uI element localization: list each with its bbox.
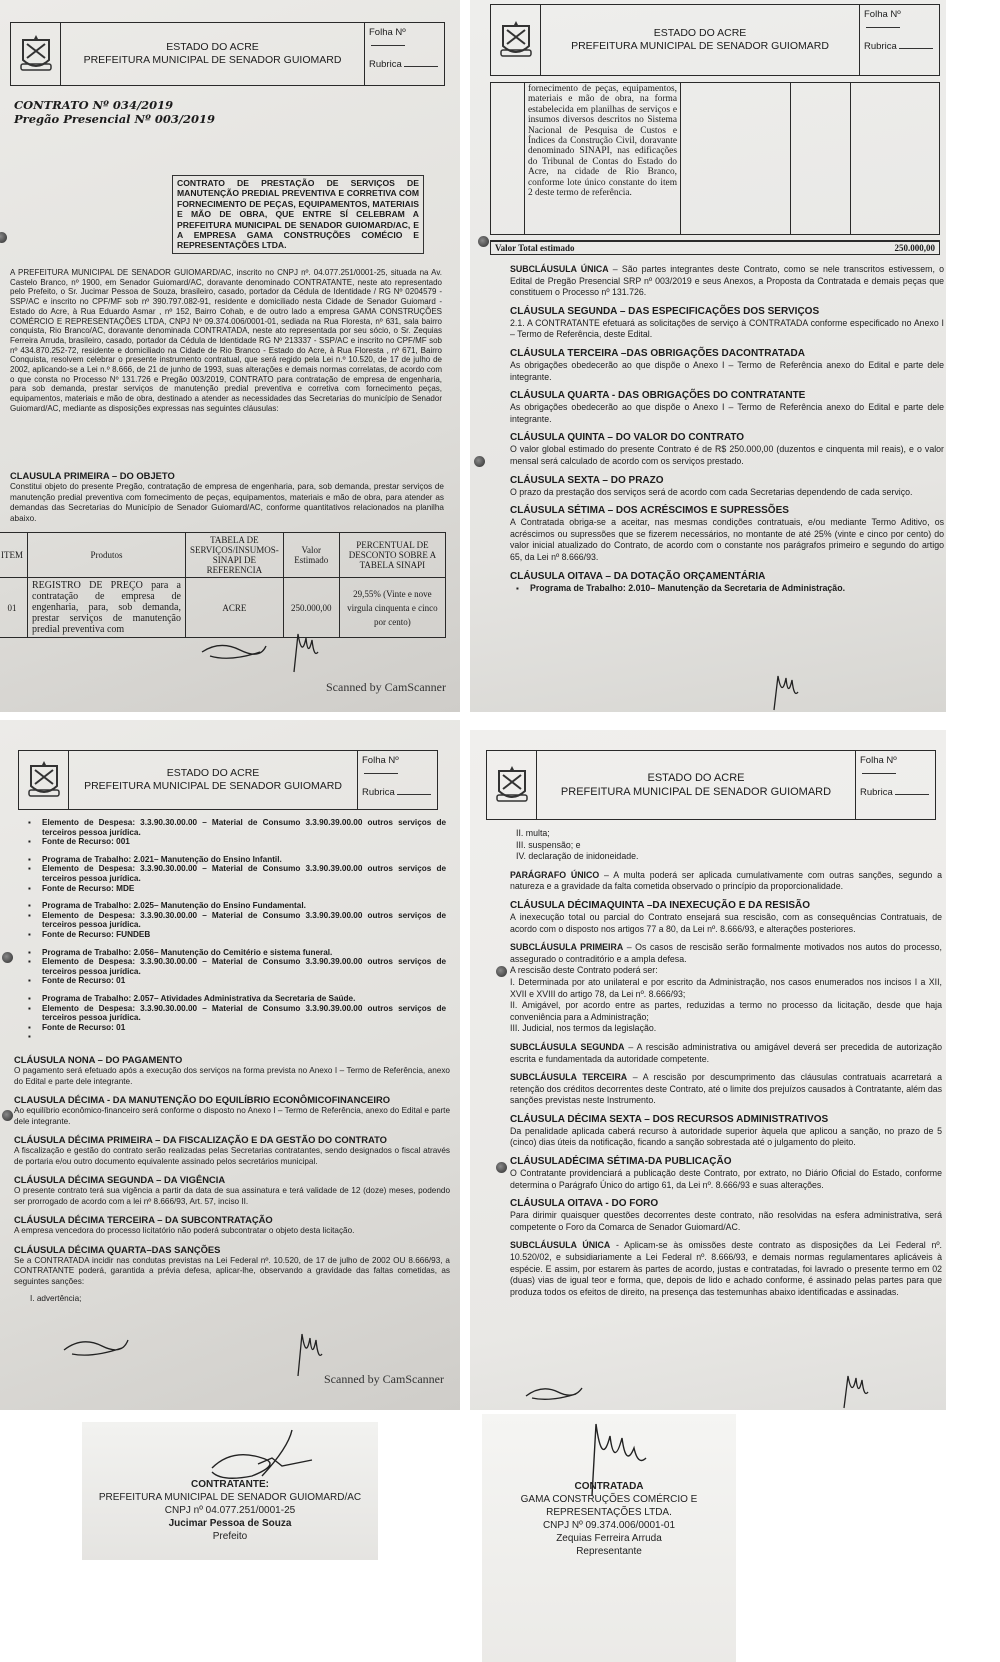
rubrica-field: Rubrica — [860, 787, 931, 798]
contratante-title: Prefeito — [212, 1531, 248, 1542]
contratada-signature-block — [482, 1414, 736, 1662]
punch-hole-icon — [2, 952, 13, 963]
budget-group: ▪ Programa de Trabalho: 2.057– Atividades Administrativa da Secretaria de Saúde. ▪ Elemento de Despesa: 3.3.90.30.00.00 – Material de Consumo 3.3.90.39.00.00 outros serviços de terceiros pessoa jurídica. ▪ Fonte de Recurso: 01 — [22, 994, 446, 1032]
folha-field: Folha Nº — [864, 9, 935, 31]
budget-group: ▪ Programa de Trabalho: 2.021– Manutenção do Ensino Infantil. ▪ Elemento de Despesa: 3.3.90.30.00.00 – Material de Consumo 3.3.90.39.00.00 outros serviços de terceiros pessoa jurídica. ▪ Fonte de Recurso: MDE — [22, 855, 446, 893]
coat-of-arms-icon — [491, 5, 541, 75]
clauses-page-3 — [14, 1054, 450, 1305]
clause-14: CLÁUSULA DÉCIMA QUARTA–DAS SANÇÕES Se a CONTRATADA incidir nas condutas previstas na Lei Federal nº. 10.520, de 17 de julho de 2002 OU 8.666/93, a CONTRATANTE poderá, garantida a prévia defesa, aplicar-lhe, observando a gravidade das faltas cometidas, as seguintes sanções: — [14, 1243, 450, 1286]
contratante-entity: PREFEITURA MUNICIPAL DE SENADOR GUIOMARD/AC — [98, 1492, 362, 1503]
total-row — [490, 240, 940, 255]
budget-group: ▪ Programa de Trabalho: 2.025– Manutenção do Ensino Fundamental. ▪ Elemento de Despesa: 3.3.90.30.00.00 – Material de Consumo 3.3.90.39.00.00 outros serviços de terceiros pessoa jurídica. ▪ Fonte de Recurso: FUNDEB — [22, 901, 446, 939]
clause-foro: CLÁUSULA OITAVA - DO FORO Para dirimir quaisquer questões decorrentes deste contrato, não resolvidas na esfera administrativa, será competente o Foro da Comarca de Senador Guiomard/AC. — [510, 1198, 942, 1232]
coat-of-arms-icon — [19, 751, 69, 809]
rubric-signature-icon — [770, 670, 800, 712]
contract-number: CONTRATO Nº 034/2019 — [14, 98, 174, 112]
subclause-unica-final: SUBCLÁUSULA ÚNICA - Aplicam-se às omissões deste contrato as disposições da Lei Federal nº. 10.520/02, e subsidiariamente a Lei Federal nº. 8.666/93, e demais normas regulamentares aplicáveis à espécie. E assim, por estarem às partes de acordo, justas e contratadas, foi lavrado o presente termo em 02 (duas) vias de igual teor e forma, que, depois de lido e achado conforme, é assinado pelas partes para que produza todos os efeitos de direito, na presença das testemunhas abaixo identificadas e assinadas. — [510, 1240, 942, 1297]
clause-13: CLÁUSULA DÉCIMA TERCEIRA – DA SUBCONTRATAÇÃO A empresa vencedora do processo licitatório não poderá subcontratar o objeto desta licitação. — [14, 1214, 355, 1235]
contratada-role: CONTRATADA — [574, 1481, 644, 1492]
budget-allocations — [22, 818, 446, 1040]
clause-3: CLÁUSULA TERCEIRA –DAS OBRIGAÇÕES DACONTRATADA As obrigações obedecerão ao que dispõe o Anexo I – Termo de Referência anexo do Edital e parte dele integrante. — [510, 347, 944, 382]
letterhead: ESTADO DO ACRE PREFEITURA MUNICIPAL DE SENADOR GUIOMARD Folha Nº Rubrica — [18, 750, 438, 810]
rubric-signature-icon — [840, 1370, 870, 1410]
state-name: ESTADO DO ACRE — [166, 41, 259, 53]
total-label: Valor Total estimado — [495, 243, 575, 253]
clause-6: CLÁUSULA SEXTA – DO PRAZO O prazo da prestação dos serviços será de acordo com cada Secretarias dependendo de cada serviço. — [510, 474, 913, 497]
clauses-page-4 — [510, 828, 942, 1305]
clauses-page-2 — [510, 264, 944, 601]
contratante-role: CONTRATANTE: — [191, 1479, 269, 1490]
coat-of-arms-icon — [487, 751, 537, 819]
preamble: A PREFEITURA MUNICIPAL DE SENADOR GUIOMARD/AC, inscrito no CNPJ nº. 04.077.251/0001-25, situada na Av. Castelo Branco, nº 1900, em Senador Guiomard/AC, doravante denominado CONTRATANTE, neste ato representado pelo Prefeito, o Sr. Jucimar Pessoa de Souza, brasileiro, casado, portador da Cédula de Identidade / RG Nº 0204579 - SSP/AC e inscrito no CPF/MF sob nº 390.797.082-91, residente e domiciliado nesta Cidade de Senador Guiomard - Estado do Acre, à Rua Eduardo Asmar , nº 152, Bairro Cohab, e de outro lado a empresa GAMA CONSTRUÇÕES COMÉRCIO E REPRESENTAÇÕES LTDA, CNPJ Nº 09.374.006/0001-01, sediada na Rua Floresta, nº 631, sala bairro conquista, Rio Branco/AC, doravante denominada CONTRATADA, neste ato representada por seu sócio, o Sr. Zequias Ferreira Arruda, brasileiro, casado, portador da Cédula de Identidade RG Nº 213337 - SSP/AC e inscrito no CPF/MF sob nº 434.870.252-72, residente e domiciliado na Cidade de Rio Branco - Estado do Acre, à Rua Floresta , nº 671, Bairro Conquista, resolvem celebrar o presente instrumento contratual, que será regido pela Lei n.º 10.520, de 17 de julho de 2002, aplicando-se a Lei n.º 8.666, de 21 de junho de 1993, suas alterações e demais normas correlatas, de acordo com o que consta no Processo Nº 131.726 e Pregão 003/2019, CONTRATO para contratação de empresa de engenharia, para sob demanda, prestar serviços de manutenção predial preventiva e corretiva com fornecimento peças, equipamentos, materiais e mão de obra, destinado a atender as necessidades das Secretarias do município de Senador Guiomard/AC, mediante as disposições expressas nas seguintes cláusulas: — [10, 268, 442, 413]
contract-page-1 — [0, 0, 460, 712]
letterhead: ESTADO DO ACRE PREFEITURA MUNICIPAL DE SENADOR GUIOMARD Folha Nº Rubrica — [486, 750, 936, 820]
scanner-watermark: Scanned by CamScanner — [324, 1372, 444, 1386]
sanctions-list: II. multa; III. suspensão; e IV. declaração de inidoneidade. — [516, 828, 639, 862]
contratante-signature-block — [82, 1422, 378, 1560]
rubric-signature-icon — [294, 1328, 324, 1378]
punch-hole-icon — [496, 1162, 507, 1173]
subclause-unica: SUBCLÁUSULA ÚNICA – São partes integrantes deste Contrato, como se nele transcritos estivessem, o Edital de Pregão Presencial SRP nº 003/2019 e seus Anexos, a Proposta da Contratada e demais peças que constituem o Processo nº 131.726. — [510, 264, 944, 298]
clause-4: CLÁUSULA QUARTA - DAS OBRIGAÇÕES DO CONTRATANTE As obrigações obedecerão ao que dispõe o Anexo I – Termo de Referência anexo do Edital e parte dele integrante. — [510, 390, 944, 424]
object-table-continuation — [490, 82, 940, 235]
folha-field: Folha Nº — [369, 27, 440, 49]
clause-16: CLÁUSULA DÉCIMA SEXTA – DOS RECURSOS ADMINISTRATIVOS Da penalidade aplicada caberá recurso à autoridade superior àquela que aplicou a sanção, no prazo de 5 (cinco) dias úteis da notificação, ficando a sanção sobrestada até o julgamento do pleito. — [510, 1113, 942, 1148]
rubrica-field: Rubrica — [864, 41, 935, 52]
contratada-entity-line1: GAMA CONSTRUÇÕES COMÉRCIO E — [520, 1494, 698, 1505]
letterhead: ESTADO DO ACRE PREFEITURA MUNICIPAL DE SENADOR GUIOMARD Folha Nº Rubrica — [490, 4, 940, 76]
table-row: 01 REGISTRO DE PREÇO para a contratação de empresa de engenharia, para, sob demanda, prestar serviços de manutenção predial preventiva com ACRE 250.000,00 29,55% (Vinte e nove virgula cinquenta e cinco por cento) — [0, 578, 446, 638]
pregao-number: Pregão Presencial Nº 003/2019 — [14, 112, 216, 126]
clause-11: CLÁUSULA DÉCIMA PRIMEIRA – DA FISCALIZAÇÃO E DA GESTÃO DO CONTRATO A fiscalização e gestão do contrato serão realizadas pelas Secretarias contratantes, sendo designados o fiscal através de portaria e/ou outro documento equivalente assinado pelos secretários municipal. — [14, 1134, 450, 1166]
contract-page-2 — [470, 0, 946, 712]
clause-10: CLAUSULA DÉCIMA - DA MANUTENÇÃO DO EQUILÍBRIO ECONÔMICOFINANCEIRO Ao equilíbrio econômico-financeiro será conforme o disposto no Anexo I – Termo de Referência, anexo do Edital e parte dele integrante. — [14, 1094, 450, 1126]
subclause-segunda: SUBCLÁUSULA SEGUNDA – A rescisão administrativa ou amigável deverá ser precedida de autorização escrita e fundamentada da autoridade competente. — [510, 1041, 942, 1064]
clause-1-text: Constitui objeto do presente Pregão, contratação de empresa de engenharia, para, sob demanda, prestar serviços de manutenção predial preventiva com fornecimento de peças, equipamentos, materiais e mão de obra, para atender as demandas das Secretarias do Município de Senador Guiomard/AC, conforme quantitativos relacionados na planilha abaixo. — [10, 482, 444, 523]
contract-page-4 — [470, 730, 946, 1410]
initials-signature-icon — [62, 1330, 132, 1360]
subclause-primeira: SUBCLÁUSULA PRIMEIRA – Os casos de rescisão serão formalmente motivados nos autos do processo, assegurado o contraditório e a ampla defesa. A rescisão deste Contrato poderá ser: I. Determinada por ato unilateral e por escrito da Administração, nos casos enumerados nos incisos I a XII, XVII e XVIII do artigo 78, da Lei nº. 8.666/93; II. Amigável, por acordo entre as partes, reduzidas a termo no processo da licitação, desde que haja conveniência para a Administração; III. Judicial, nos termos da legislação. — [510, 942, 942, 1034]
scanner-watermark: Scanned by CamScanner — [326, 680, 446, 694]
clause-8: CLÁUSULA OITAVA – DA DOTAÇÃO ORÇAMENTÁRIA ▪ Programa de Trabalho: 2.010– Manutenção da Secretaria de Administração. — [510, 571, 944, 595]
rubrica-field: Rubrica — [369, 59, 440, 70]
punch-hole-icon — [496, 966, 507, 977]
contratada-entity-line2: REPRESENTAÇÕES LTDA. — [546, 1507, 672, 1518]
clause-17: CLÁUSULADÉCIMA SÉTIMA-DA PUBLICAÇÃO O Contratante providenciará a publicação deste Contrato, por extrato, no Diário Oficial do Estado, conforme determina o Parágrafo Único do artigo 61, da Lei nº. 8.666/93 e suas alterações. — [510, 1156, 942, 1190]
paragrafo-unico: PARÁGRAFO ÚNICO – A multa poderá ser aplicada cumulativamente com outras sanções, segundo a natureza e a gravidade da falta cometida observado o princípio da proporcionalidade. — [510, 869, 943, 892]
sanction-item: I. advertência; — [30, 1294, 82, 1303]
punch-hole-icon — [474, 456, 485, 467]
clause-1 — [10, 470, 444, 524]
clause-7: CLÁUSULA SÉTIMA – DOS ACRÉSCIMOS E SUPRESSÕES A Contratada obriga-se a aceitar, nas mesmas condições contratuais, e/ou mediante Termo Aditivo, os acréscimos ou supressões que se fizerem necessários, no montante de até 25% (vinte e cinco por cento) do valor inicial atualizado do Contrato, de acordo com o constante nos parágrafos primeiro e segundo do artigo 65, da Lei nº 8.666/93. — [510, 505, 944, 562]
contract-heading — [14, 98, 215, 126]
clause-15: CLÁUSULA DÉCIMAQUINTA –DA INEXECUÇÃO E DA RESISÃO A inexecução total ou parcial do Contrato ensejará sua rescisão, com as consequências Contratuais, de acordo com o disposto nos artigos 77 a 80, da Lei nº. 8.666/93, e alterações posteriores. — [510, 899, 942, 934]
object-table — [0, 532, 446, 638]
contratante-name: Jucimar Pessoa de Souza — [168, 1518, 292, 1529]
contract-page-3 — [0, 720, 460, 1410]
contratante-cnpj: CNPJ nº 04.077.251/0001-25 — [164, 1505, 296, 1516]
clause-1-title: CLAUSULA PRIMEIRA – DO OBJETO — [10, 470, 175, 481]
clause-5: CLÁUSULA QUINTA – DO VALOR DO CONTRATO O valor global estimado do presente Contrato é de R$ 250.000,00 (duzentos e cinquenta mil reais), e o valor mensal será calculado de acordo com os serviços prestado. — [510, 432, 944, 466]
contratada-name: Zequias Ferreira Arruda — [556, 1533, 662, 1544]
clause-9: CLÁUSULA NONA – DO PAGAMENTO O pagamento será efetuado após a execução dos serviços na forma prevista no Anexo I – Termo de Referência, anexo do Edital e parte dele integrante. — [14, 1054, 450, 1086]
clause-2: CLÁUSULA SEGUNDA – DAS ESPECIFICAÇÕES DOS SERVIÇOS 2.1. A CONTRATANTE efetuará as solicitações de serviço à CONTRATADA conforme especificado no Anexo I – Termo de Referência, deste Edital. — [510, 305, 944, 340]
rubric-signature-icon — [290, 628, 320, 676]
prefecture-name: PREFEITURA MUNICIPAL DE SENADOR GUIOMARD — [83, 54, 342, 66]
rubrica-field: Rubrica — [362, 787, 433, 798]
folha-field: Folha Nº — [362, 755, 433, 777]
budget-group: ▪ Elemento de Despesa: 3.3.90.30.00.00 – Material de Consumo 3.3.90.39.00.00 outros serviços de terceiros pessoa jurídica. ▪ Fonte de Recurso: 001 — [22, 818, 446, 847]
budget-group: ▪ Programa de Trabalho: 2.056– Manutenção do Cemitério e sistema funeral. ▪ Elemento de Despesa: 3.3.90.30.00.00 – Material de Consumo 3.3.90.39.00.00 outros serviços de terceiros pessoa jurídica. ▪ Fonte de Recurso: 01 — [22, 948, 446, 986]
punch-hole-icon — [2, 1110, 13, 1121]
letterhead — [10, 22, 445, 86]
clause-12: CLÁUSULA DÉCIMA SEGUNDA – DA VIGÊNCIA O presente contrato terá sua vigência a partir da data de sua assinatura e terá validade de 12 (doze) meses, podendo ser prorrogado de acordo com a lei nº 8.666/93, Art. 57, inciso II. — [14, 1174, 450, 1206]
subclause-terceira: SUBCLÁUSULA TERCEIRA – A rescisão por descumprimento das cláusulas contratuais acarretará a retenção dos créditos decorrentes deste Contrato, até o limite dos prejuízos causados à Contratante, além das sanções previstas neste Instrumento. — [510, 1072, 942, 1106]
total-value: 250.000,00 — [894, 243, 935, 253]
contratada-cnpj: CNPJ Nº 09.374.006/0001-01 — [542, 1520, 676, 1531]
initials-signature-icon — [524, 1380, 584, 1402]
folha-field: Folha Nº — [860, 755, 931, 777]
punch-hole-icon — [478, 236, 489, 247]
coat-of-arms-icon — [11, 23, 61, 85]
table-header-row: ITEM Produtos TABELA DE SERVIÇOS/INSUMOS-SINAPI DE REFERENCIA Valor Estimado PERCENTUAL DE DESCONTO SOBRE A TABELA SINAPI — [0, 533, 446, 578]
punch-hole-icon — [0, 232, 7, 243]
contratada-title: Representante — [576, 1546, 642, 1557]
budget-item: ▪ Programa de Trabalho: 2.010– Manutenção da Secretaria de Administração. — [510, 583, 944, 595]
initials-signature-icon — [200, 636, 270, 664]
contract-summary-box: CONTRATO DE PRESTAÇÃO DE SERVIÇOS DE MANUTENÇÃO PREDIAL PREVENTIVA E CORRETIVA COM FORNECIMENTO DE PEÇAS, EQUIPAMENTOS, MATERIAIS E MÃO DE OBRA, QUE ENTRE SÍ CELEBRAM A PREFEITURA MUNICIPAL DE SENADOR GUIOMARD/AC, E A EMPRESA GAMA CONSTRUÇÕES COMÉCIO E REPRESENTAÇÕES LTDA. — [172, 175, 424, 254]
table-row: fornecimento de peças, equipamentos, materiais e mão de obra, na forma estabelecida em planilhas de serviços e insumos diversos descritos no Sistema Nacional de Pesquisa de Custos e Índices da Construção Civil, doravante denominado SINAPI, nas edificações do Tribunal de Contas do Estado do Acre, na cidade de Rio Branco, conforme lote único constante do item 2 deste termo de referência. — [491, 83, 940, 235]
